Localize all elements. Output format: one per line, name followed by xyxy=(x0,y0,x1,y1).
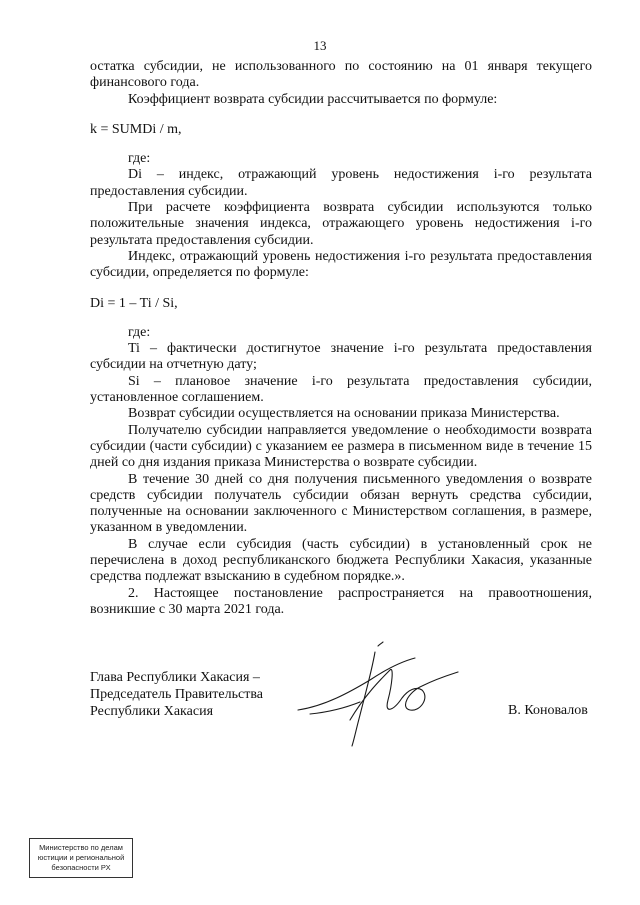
paragraph-return-coefficient: Коэффициент возврата субсидии рассчитывается по формуле: xyxy=(128,91,498,107)
paragraph-notification: Получателю субсидии направляется уведомление о необходимости возврата субсидии (части субсидии) с указанием ее размера в письменном виде в течение 15 дней со дня издания приказа Министерства о возврате субсидии. xyxy=(90,422,592,471)
paragraph-effective-date: 2. Настоящее постановление распространяется на правоотношения, возникшие с 30 марта 2021 года. xyxy=(90,585,592,617)
paragraph-court-recovery: В случае если субсидия (часть субсидии) в установленный срок не перечислена в доход республиканского бюджета Республики Хакасия, указанные средства подлежат взысканию в судебном порядке.». xyxy=(90,536,592,585)
page-number: 13 xyxy=(313,38,327,53)
paragraph-return-deadline: В течение 30 дней со дня получения письменного уведомления о возврате средств субсидии получатель субсидии обязан вернуть средства субсидии, полученные на основании заключенного с Министерством соглашения, в размере, указанном в уведомлении. xyxy=(90,471,592,536)
formula-di: Di = 1 – Ti / Si, xyxy=(90,295,178,311)
signatory-position-line: Глава Республики Хакасия – xyxy=(90,670,260,685)
paragraph-subsidy-remainder: остатка субсидии, не использованного по состоянию на 01 января текущего финансового года. xyxy=(90,59,592,91)
formula-k: k = SUMDi / m, xyxy=(90,121,182,137)
paragraph-index-formula-intro: Индекс, отражающий уровень недостижения i-го результата предоставления субсидии, определяется по формуле: xyxy=(90,248,592,281)
definition-ti: Ti – фактически достигнутое значение i-го результата предоставления субсидии на отчетную дату; xyxy=(90,341,592,373)
stamp-line: безопасности РХ xyxy=(51,863,111,872)
definition-si: Si – плановое значение i-го результата предоставления субсидии, установленное соглашением. xyxy=(90,373,592,406)
signatory-position-line: Республики Хакасия xyxy=(90,704,214,719)
signatory-position xyxy=(90,669,263,720)
paragraph-return-basis: Возврат субсидии осуществляется на основании приказа Министерства. xyxy=(128,406,560,422)
paragraph-positive-values: При расчете коэффициента возврата субсидии используются только положительные значения индекса, отражающего уровень недостижения i-го результата предоставления субсидии. xyxy=(90,200,592,248)
registration-stamp xyxy=(29,838,133,878)
where-label: где: xyxy=(128,151,151,167)
stamp-line: Министерство по делам xyxy=(39,843,123,852)
handwritten-signature xyxy=(290,640,465,750)
stamp-line: юстиции и региональной xyxy=(37,853,125,862)
definition-di: Di – индекс, отражающий уровень недостижения i-го результата предоставления субсидии. xyxy=(90,167,592,199)
document-body xyxy=(90,59,592,618)
signatory-name: В. Коновалов xyxy=(508,703,588,718)
signatory-position-line: Председатель Правительства xyxy=(90,687,263,702)
where-label-2: где: xyxy=(128,324,151,340)
